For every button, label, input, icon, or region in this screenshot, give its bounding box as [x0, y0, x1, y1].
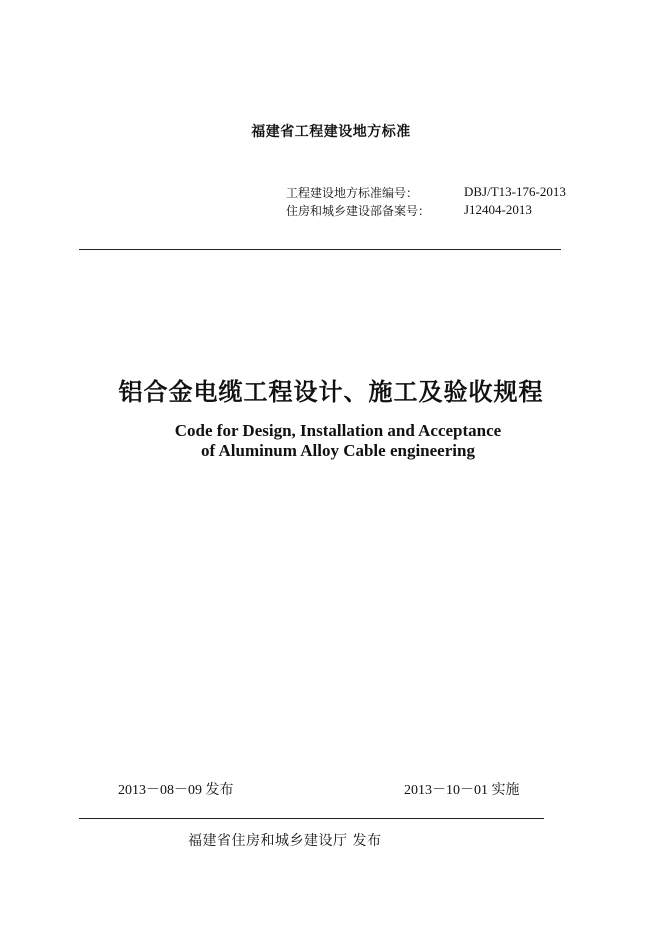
- standard-number-value: DBJ/T13-176-2013: [464, 184, 566, 199]
- main-title-zh: 铝合金电缆工程设计、施工及验收规程: [118, 378, 544, 406]
- issue-date: 2013－08－09 发布: [118, 783, 234, 798]
- record-number-row: [286, 202, 586, 220]
- record-number-label: 住房和城乡建设部备案号：: [286, 204, 431, 218]
- publisher: 福建省住房和城乡建设厅 发布: [188, 833, 382, 849]
- standard-number-label: 工程建设地方标准编号：: [286, 186, 419, 200]
- bottom-divider: [79, 818, 544, 819]
- main-title-en-line2: of Aluminum Alloy Cable engineering: [201, 441, 475, 460]
- effective-date: 2013－10－01 实施: [404, 783, 520, 798]
- main-title-en-line1: Code for Design, Installation and Acceptance: [174, 421, 502, 440]
- standard-number-row: [286, 184, 586, 202]
- header-title: 福建省工程建设地方标准: [251, 124, 411, 140]
- record-number-value: J12404-2013: [464, 202, 532, 217]
- top-divider: [79, 249, 561, 250]
